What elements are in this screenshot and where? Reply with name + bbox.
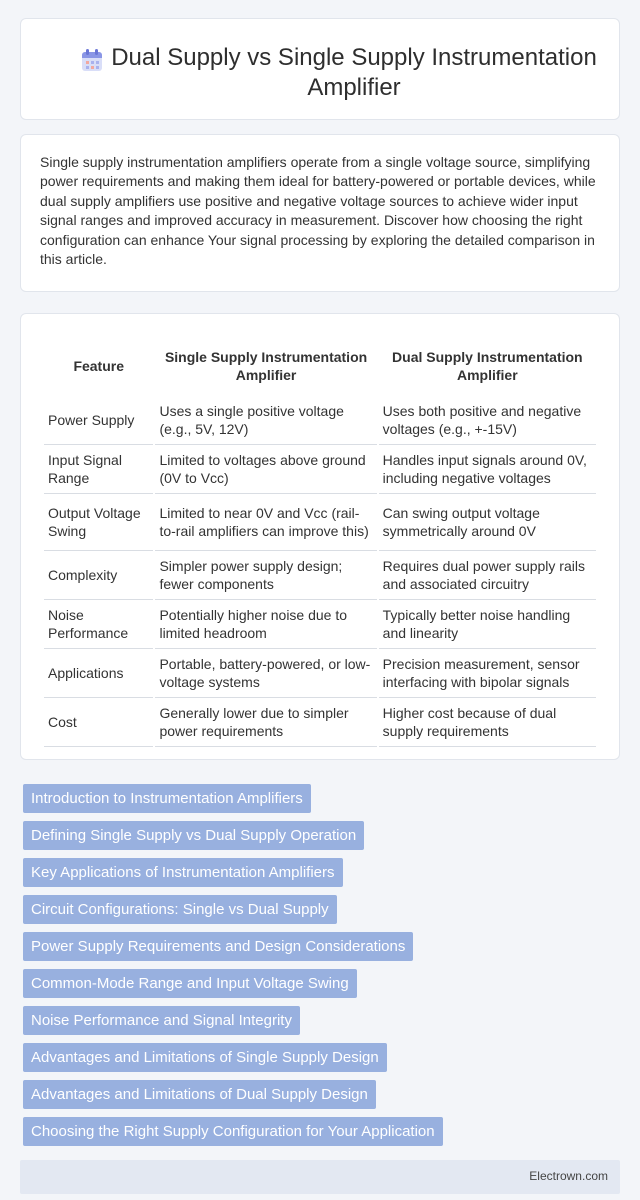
title-card: [20, 18, 620, 120]
intro-card: [20, 134, 620, 292]
comparison-table-card: [20, 313, 620, 760]
footer-site-name[interactable]: Electrown.com: [529, 1169, 608, 1183]
page-title: Dual Supply vs Single Supply Instrumentation Amplifier: [111, 44, 597, 101]
topic-link[interactable]: Noise Performance and Signal Integrity: [23, 1006, 300, 1035]
table-cell: Simpler power supply design; fewer components: [155, 551, 376, 600]
table-header-dual: Dual Supply Instrumentation Amplifier: [392, 349, 583, 383]
topic-link[interactable]: Key Applications of Instrumentation Amplifiers: [23, 858, 343, 887]
topic-link[interactable]: Choosing the Right Supply Configuration for Your Application: [23, 1117, 443, 1146]
topic-link[interactable]: Common-Mode Range and Input Voltage Swing: [23, 969, 357, 998]
table-cell: Uses both positive and negative voltages (e.g., +-15V): [379, 396, 596, 445]
topic-link[interactable]: Circuit Configurations: Single vs Dual Supply: [23, 895, 337, 924]
table-row: [44, 396, 596, 445]
topic-link[interactable]: Defining Single Supply vs Dual Supply Operation: [23, 821, 364, 850]
table-cell: Noise Performance: [44, 600, 153, 649]
table-cell: Applications: [44, 649, 153, 698]
table-cell: Complexity: [44, 551, 153, 600]
table-row: [44, 445, 596, 494]
table-cell: Input Signal Range: [44, 445, 153, 494]
table-cell: Limited to voltages above ground (0V to Vcc): [155, 445, 376, 494]
table-header-single: Single Supply Instrumentation Amplifier: [164, 349, 368, 383]
intro-paragraph: Single supply instrumentation amplifiers operate from a single voltage source, simplifying power requirements and making them ideal for battery-powered or portable devices, while dual supply amplifiers use positive and negative voltage sources to achieve wider input signal ranges and improved accuracy in measurement. Discover how choosing the right configuration can enhance Your signal processing by exploring the detailed comparison in this article.: [40, 154, 596, 268]
topic-links: [23, 784, 443, 1154]
table-cell: Higher cost because of dual supply requirements: [379, 698, 596, 747]
table-cell: Potentially higher noise due to limited headroom: [155, 600, 376, 649]
table-header-feature: Feature: [73, 358, 125, 374]
table-row: [44, 698, 596, 747]
table-cell: Precision measurement, sensor interfacing with bipolar signals: [379, 649, 596, 698]
topic-link[interactable]: Power Supply Requirements and Design Considerations: [23, 932, 413, 961]
topic-link[interactable]: Advantages and Limitations of Dual Supply Design: [23, 1080, 376, 1109]
table-row: [44, 600, 596, 649]
table-cell: Requires dual power supply rails and associated circuitry: [379, 551, 596, 600]
table-cell: Power Supply: [44, 396, 153, 445]
table-cell: Generally lower due to simpler power requirements: [155, 698, 376, 747]
topic-link[interactable]: Advantages and Limitations of Single Supply Design: [23, 1043, 387, 1072]
table-cell: Uses a single positive voltage (e.g., 5V, 12V): [155, 396, 376, 445]
topic-link[interactable]: Introduction to Instrumentation Amplifiers: [23, 784, 311, 813]
table-cell: Limited to near 0V and Vcc (rail-to-rail amplifiers can improve this): [155, 494, 376, 551]
table-cell: Can swing output voltage symmetrically around 0V: [379, 494, 596, 551]
table-cell: Cost: [44, 698, 153, 747]
table-cell: Typically better noise handling and linearity: [379, 600, 596, 649]
calendar-icon: [81, 49, 103, 73]
table-row: [44, 551, 596, 600]
comparison-table: [42, 336, 598, 747]
table-row: [44, 649, 596, 698]
table-cell: Portable, battery-powered, or low-voltage systems: [155, 649, 376, 698]
table-cell: Output Voltage Swing: [44, 494, 153, 551]
footer: [20, 1160, 620, 1194]
table-cell: Handles input signals around 0V, including negative voltages: [379, 445, 596, 494]
table-row: [44, 494, 596, 551]
